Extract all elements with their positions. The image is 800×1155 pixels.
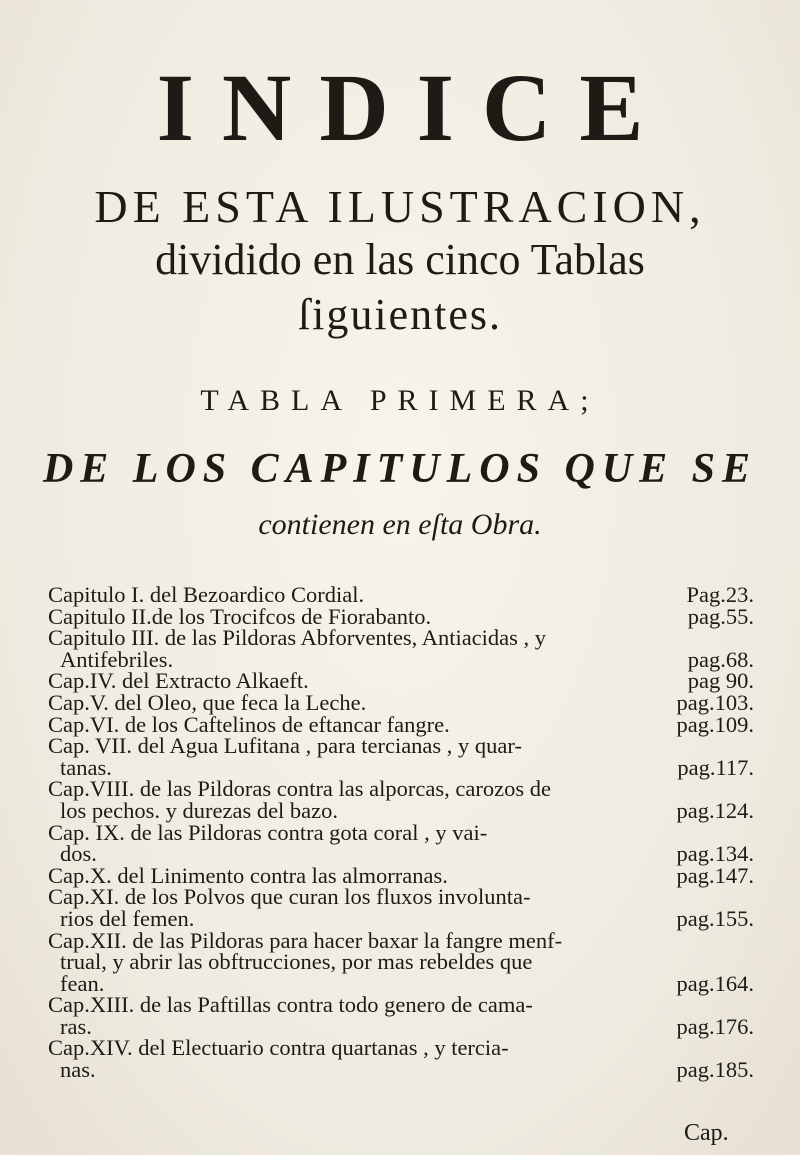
chapter-title-text: los pechos. y durezas del bazo.: [60, 797, 339, 823]
chapter-entry: [48, 670, 754, 692]
chapter-entry: [48, 627, 754, 670]
chapter-entry-line: [48, 711, 754, 737]
index-title: INDICE: [156, 54, 672, 161]
table-label: TABLA PRIMERA;: [200, 384, 600, 417]
chapter-title-text: Cap.XII. de las Pildoras para hacer baxar la fangre menf-: [48, 927, 563, 953]
chapter-entry: [48, 927, 754, 996]
page-reference: pag.185.: [676, 1057, 754, 1083]
chapter-entry-line: [48, 754, 754, 780]
chapter-title-text: Cap.V. del Oleo, que feca la Leche.: [48, 689, 367, 715]
chapter-title-text: Cap. VII. del Agua Lufitana , para tercianas , y quar-: [48, 733, 522, 759]
chapter-entry-line: [48, 735, 754, 757]
chapter-entry-line: [48, 778, 754, 800]
chapter-title-text: Capitulo III. de las Pildoras Abforventes, Antiacidas , y: [48, 625, 547, 651]
page-reference: pag 90.: [687, 668, 754, 694]
chapter-title-text: Capitulo II.de los Trocifcos de Fiorabanto.: [48, 603, 432, 629]
chapter-entry-line: [48, 951, 754, 973]
chapter-entry-line: [48, 843, 754, 865]
page-reference: pag.117.: [677, 754, 754, 780]
chapter-entry-line: [48, 797, 754, 823]
chapter-title-text: nas.: [60, 1057, 96, 1083]
page-reference: pag.164.: [676, 970, 754, 996]
chapter-entry-line: [48, 1013, 754, 1039]
chapter-entry: [48, 603, 754, 629]
page-reference: pag.147.: [676, 862, 754, 888]
page-reference: pag.176.: [676, 1013, 754, 1039]
chapter-entry-line: [48, 994, 754, 1016]
page-reference: pag.134.: [676, 841, 754, 867]
chapter-title-text: fean.: [60, 970, 105, 996]
catchword: Cap.: [684, 1120, 729, 1146]
chapter-entry-line: [48, 1059, 754, 1081]
chapter-title-text: trual, y abrir las obftrucciones, por mas rebeldes que: [60, 949, 533, 975]
chapter-title-text: Cap.XI. de los Polvos que curan los fluxos involunta-: [48, 884, 531, 910]
chapter-entry-line: [48, 584, 754, 606]
chapter-entry-line: [48, 670, 754, 692]
page-reference: pag.155.: [676, 905, 754, 931]
page-reference: pag.124.: [676, 797, 754, 823]
subtitle-line-1: DE ESTA ILUSTRACION,: [94, 181, 706, 232]
chapter-title-text: Cap.IV. del Extracto Alkaeft.: [48, 668, 309, 694]
chapter-entry: [48, 1035, 754, 1083]
chapter-entry-line: [48, 862, 754, 888]
section-heading: DE LOS CAPITULOS QUE SE: [42, 446, 758, 492]
chapter-entry-line: [48, 627, 754, 649]
chapter-entry: [48, 711, 754, 737]
chapter-entry-line: [48, 886, 754, 908]
page-reference: Pag.23.: [686, 582, 754, 607]
chapter-entry-line: [48, 905, 754, 931]
chapter-entry: [48, 778, 754, 821]
chapter-title-text: dos.: [60, 841, 97, 867]
chapter-entry-line: [48, 1037, 754, 1059]
subtitle-line-2: dividido en las cinco Tablas: [155, 235, 645, 284]
chapter-entry: [48, 735, 754, 778]
chapter-entry-line: [48, 646, 754, 672]
page-reference: pag.109.: [676, 711, 754, 737]
chapter-entry-line: [48, 927, 754, 953]
subtitle-line-3: ſiguientes.: [297, 290, 503, 339]
page-reference: pag.103.: [676, 689, 754, 715]
chapter-list: [48, 584, 754, 1081]
page-reference: pag.68.: [687, 646, 754, 672]
section-subheading: contienen en eſta Obra.: [258, 508, 542, 541]
chapter-title-text: tanas.: [60, 754, 112, 780]
chapter-entry: [48, 819, 754, 867]
chapter-title-text: Cap.VI. de los Caftelinos de eftancar fangre.: [48, 711, 450, 737]
chapter-entry: [48, 689, 754, 715]
chapter-entry-line: [48, 603, 754, 629]
chapter-title-text: rios del femen.: [60, 905, 195, 931]
chapter-title-text: Cap.X. del Linimento contra las almorranas.: [48, 862, 448, 888]
page-reference: pag.55.: [687, 603, 754, 629]
chapter-title-text: Antifebriles.: [60, 646, 174, 672]
chapter-title-text: Cap.XIV. del Electuario contra quartanas , y tercia-: [48, 1035, 509, 1061]
chapter-entry: [48, 886, 754, 929]
chapter-entry-line: [48, 970, 754, 996]
chapter-entry-line: [48, 819, 754, 845]
chapter-entry: [48, 994, 754, 1037]
chapter-title-text: Cap.VIII. de las Pildoras contra las alporcas, carozos de: [48, 776, 551, 802]
chapter-entry: [48, 862, 754, 888]
chapter-title-text: Cap.XIII. de las Paftillas contra todo genero de cama-: [48, 992, 533, 1018]
chapter-entry-line: [48, 689, 754, 715]
chapter-title-text: ras.: [60, 1013, 92, 1039]
chapter-title-text: Cap. IX. de las Pildoras contra gota coral , y vai-: [48, 819, 488, 845]
chapter-title-text: Capitulo I. del Bezoardico Cordial.: [48, 582, 365, 607]
chapter-entry: [48, 584, 754, 606]
